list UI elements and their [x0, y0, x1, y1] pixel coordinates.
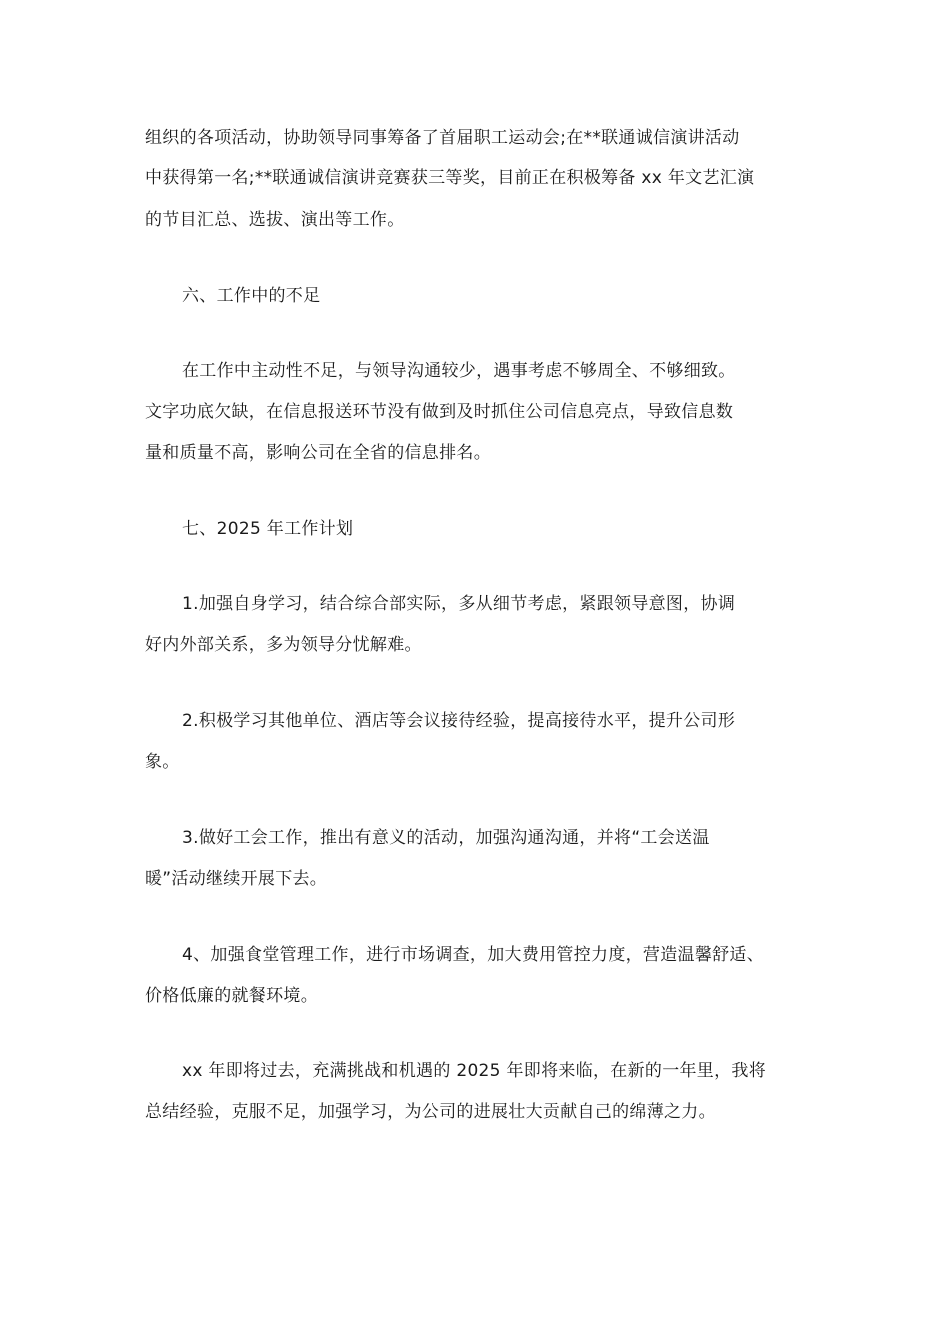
paragraph-line: 好内外部关系，多为领导分忧解难。 — [145, 635, 422, 655]
paragraph-line: 价格低廉的就餐环境。 — [145, 986, 318, 1006]
paragraph-line: 4、加强食堂管理工作，进行市场调查，加大费用管控力度，营造温馨舒适、 — [182, 945, 765, 965]
paragraph-line: 的节目汇总、选拔、演出等工作。 — [145, 210, 405, 230]
paragraph-line: 文字功底欠缺，在信息报送环节没有做到及时抓住公司信息亮点，导致信息数 — [145, 402, 734, 422]
paragraph-line: 暖”活动继续开展下去。 — [145, 869, 328, 889]
paragraph-line: 总结经验，克服不足，加强学习，为公司的进展壮大贡献自己的绵薄之力。 — [145, 1102, 716, 1122]
section-heading: 七、2025 年工作计划 — [182, 519, 354, 539]
paragraph-line: 中获得第一名;**联通诚信演讲竞赛获三等奖，目前正在积极筹备 xx 年文艺汇演 — [145, 168, 755, 188]
paragraph-line: 1.加强自身学习，结合综合部实际，多从细节考虑，紧跟领导意图，协调 — [182, 594, 736, 614]
paragraph-line: 在工作中主动性不足，与领导沟通较少，遇事考虑不够周全、不够细致。 — [182, 361, 736, 381]
paragraph-line: 3.做好工会工作，推出有意义的活动，加强沟通沟通，并将“工会送温 — [182, 828, 710, 848]
section-heading: 六、工作中的不足 — [182, 286, 321, 306]
paragraph-line: 2.积极学习其他单位、酒店等会议接待经验，提高接待水平，提升公司形 — [182, 711, 736, 731]
paragraph-line: 象。 — [145, 752, 180, 772]
paragraph-line: xx 年即将过去，充满挑战和机遇的 2025 年即将来临，在新的一年里，我将 — [182, 1061, 766, 1081]
paragraph-line: 量和质量不高，影响公司在全省的信息排名。 — [145, 443, 491, 463]
paragraph-line: 组织的各项活动，协助领导同事筹备了首届职工运动会;在**联通诚信演讲活动 — [145, 128, 740, 148]
